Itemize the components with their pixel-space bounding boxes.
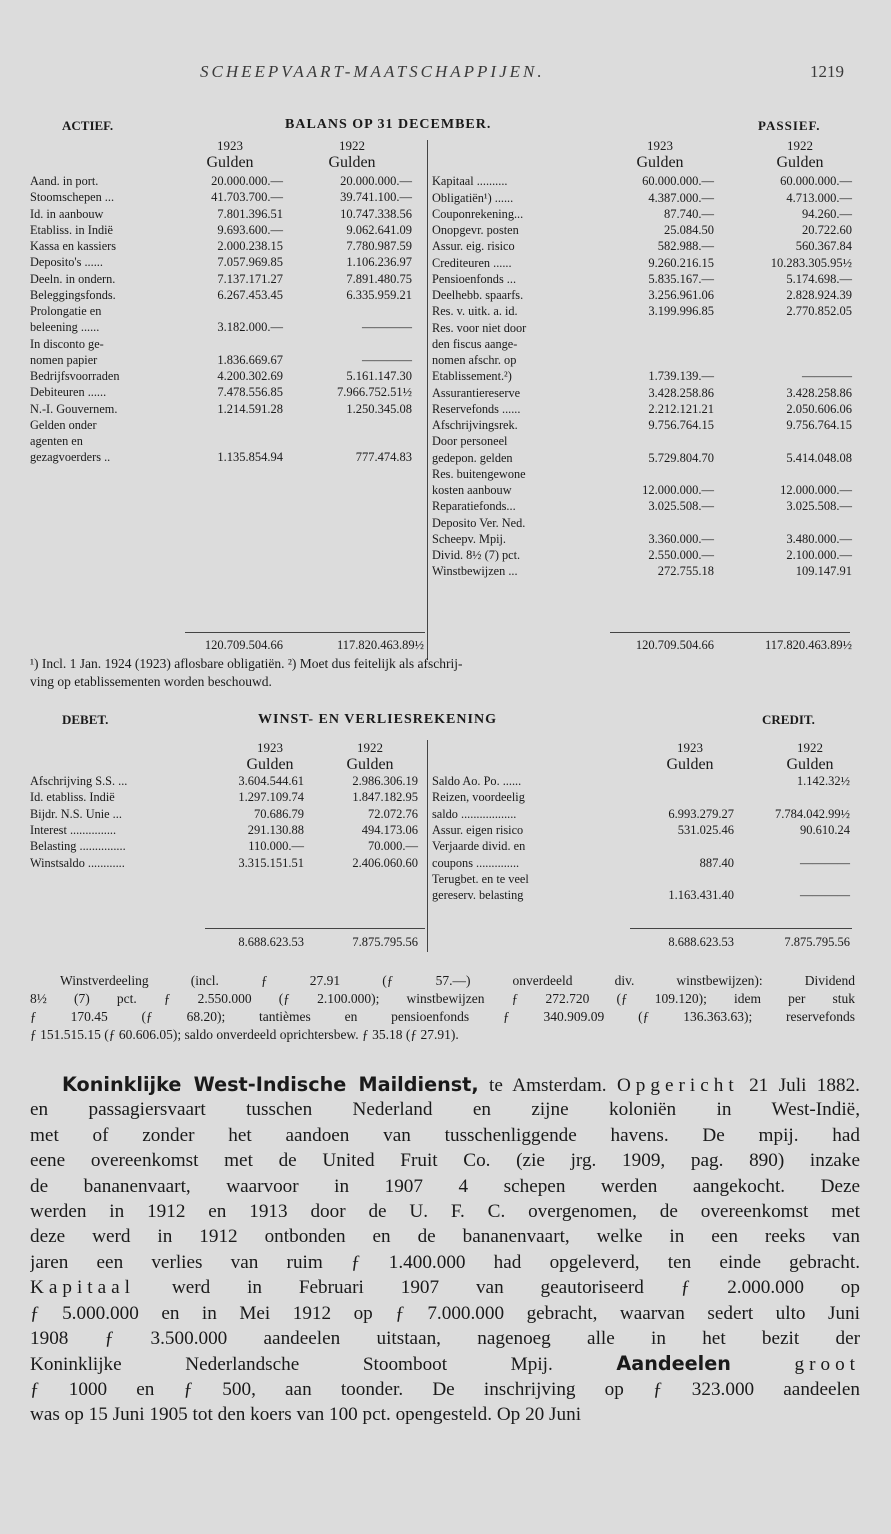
winstverdeeling-line-3: ƒ 170.45 (ƒ 68.20); tantièmes en pensioenfonds ƒ 340.909.09 (ƒ 136.363.63); reservefonds bbox=[30, 1009, 855, 1024]
balans-actief-row-label: Id. in aanbouw bbox=[30, 206, 104, 221]
balans-right-unit-1922: Gulden bbox=[776, 154, 824, 171]
balans-passief-row-label: Assur. eig. risico bbox=[432, 239, 515, 254]
winst-left-total-rule bbox=[205, 928, 425, 929]
balans-passief-row-value-1922: 20.722.60 bbox=[802, 223, 852, 237]
winst-right-total-rule bbox=[630, 928, 852, 929]
balans-actief-row-value-1922: 39.741.100.— bbox=[340, 190, 412, 205]
balans-passief-row-label: Door personeel bbox=[432, 434, 508, 449]
credit-label: CREDIT. bbox=[762, 712, 815, 727]
balans-passief-row-value-1922: 10.283.305.95½ bbox=[770, 255, 852, 270]
winst-left-unit-1923: Gulden bbox=[246, 756, 294, 773]
balans-actief-row-value-1923: 6.267.453.45 bbox=[217, 287, 283, 302]
winst-credit-row-label: Verjaarde divid. en bbox=[432, 839, 526, 854]
winst-credit-row-value-1922: 7.784.042.99½ bbox=[775, 806, 850, 821]
balans-passief-row-value-1922: 5.174.698.— bbox=[786, 271, 852, 286]
balans-right-year-1922: 1922 bbox=[787, 138, 813, 153]
balans-actief-row-value-1923: 9.693.600.— bbox=[217, 222, 283, 237]
balans-passief-row-value-1923: 582.988.— bbox=[657, 239, 714, 254]
balans-passief-row-value-1922: 2.050.606.06 bbox=[786, 401, 852, 416]
balans-passief-row-value-1922: 60.000.000.— bbox=[780, 174, 852, 189]
winst-credit-row-label: Saldo Ao. Po. ...... bbox=[432, 774, 522, 788]
balans-passief-row-value-1922: 3.025.508.— bbox=[786, 499, 852, 514]
balans-actief-row-value-1923: 7.478.556.85 bbox=[217, 385, 283, 400]
balans-actief-row-value-1922: 7.780.987.59 bbox=[346, 239, 412, 253]
balans-passief-row-value-1923: 12.000.000.— bbox=[642, 483, 714, 497]
body-line-12: Koninklijke Nederlandsche Stoomboot Mpij. Aandeelen groot bbox=[30, 1352, 860, 1376]
balans-actief-row-label: Deeln. in ondern. bbox=[30, 271, 116, 286]
winstverdeeling-line-4: ƒ 151.515.15 (ƒ 60.606.05); saldo onverdeeld oprichtersbew. ƒ 35.18 (ƒ 27.91). bbox=[30, 1027, 459, 1042]
balans-passief-row-label: Crediteuren ...... bbox=[432, 255, 512, 270]
balans-passief-row-value-1923: 1.739.139.— bbox=[648, 369, 714, 384]
balans-actief-row-label: Kassa en kassiers bbox=[30, 239, 117, 253]
balans-passief-row-label: gedepon. gelden bbox=[432, 450, 513, 465]
winst-credit-row-value-1923: 531.025.46 bbox=[677, 822, 734, 837]
winst-credit-row-value-1923: 1.163.431.40 bbox=[668, 888, 734, 903]
winst-credit-row-value-1923: 887.40 bbox=[699, 855, 734, 870]
balans-actief-row-label: Deposito's ...... bbox=[30, 255, 103, 270]
body-line-1: Koninklijke West-Indische Maildienst, te Amsterdam. Opgericht 21 Juli 1882. bbox=[62, 1073, 860, 1096]
balans-left-total-rule bbox=[185, 632, 425, 633]
balans-total-right-1922: 117.820.463.89½ bbox=[764, 638, 852, 652]
winst-debet-row-value-1923: 70.686.79 bbox=[254, 806, 304, 821]
body-line-7: deze werd in 1912 ontbonden en de bananenvaart, welke in een reeks van bbox=[30, 1226, 860, 1248]
balans-passief-row-label: Divid. 8½ (7) pct. bbox=[432, 548, 521, 562]
balans-passief-row-value-1923: 2.212.121.21 bbox=[648, 401, 714, 416]
balans-passief-row-value-1922: 3.480.000.— bbox=[786, 531, 852, 546]
body-line-10: ƒ 5.000.000 en in Mei 1912 op ƒ 7.000.000 gebracht, waarvan sedert ulto Juni bbox=[30, 1302, 860, 1324]
balans-passief-row-value-1922: 5.414.048.08 bbox=[786, 450, 852, 465]
winst-debet-row-label: Winstsaldo ............ bbox=[30, 855, 125, 870]
balans-passief-row-value-1923: 5.835.167.— bbox=[648, 271, 714, 286]
kapitaal-label: Kapitaal bbox=[30, 1277, 135, 1299]
winst-total-right-1923: 8.688.623.53 bbox=[668, 935, 734, 949]
balans-passief-row-label: Afschrijvingsrek. bbox=[432, 418, 518, 432]
balans-passief-row-value-1923: 3.428.258.86 bbox=[648, 385, 714, 400]
winst-debet-row-value-1922: 70.000.— bbox=[368, 839, 418, 854]
winstverdeeling-line-2: 8½ (7) pct. ƒ 2.550.000 (ƒ 2.100.000); winstbewijzen ƒ 272.720 (ƒ 109.120); idem per stuk bbox=[30, 991, 855, 1006]
winst-credit-row-value-1922: ———— bbox=[800, 855, 850, 870]
running-header-title: SCHEEPVAART-MAATSCHAPPIJEN. bbox=[200, 62, 545, 81]
balans-actief-row-value-1923: 20.000.000.— bbox=[211, 174, 283, 188]
winst-left-unit-1922: Gulden bbox=[346, 756, 394, 773]
balans-actief-row-value-1922: 7.891.480.75 bbox=[346, 271, 412, 286]
balans-passief-row-label: nomen afschr. op bbox=[432, 353, 517, 367]
balans-passief-row-value-1923: 9.260.216.15 bbox=[648, 255, 714, 270]
winst-right-year-1922: 1922 bbox=[797, 740, 823, 755]
balans-passief-row-value-1923: 3.360.000.— bbox=[648, 531, 714, 546]
balans-actief-row-value-1923: 7.137.171.27 bbox=[217, 271, 283, 286]
balans-passief-row-value-1923: 25.084.50 bbox=[664, 223, 714, 237]
balans-passief-row-value-1922: 4.713.000.— bbox=[786, 190, 852, 205]
balans-actief-row-value-1923: 3.182.000.— bbox=[217, 320, 283, 335]
balans-actief-row-label: Aand. in port. bbox=[30, 174, 99, 188]
winst-debet-row-label: Interest ............... bbox=[30, 822, 117, 837]
winst-total-left-1922: 7.875.795.56 bbox=[352, 935, 418, 949]
aandeelen-label: Aandeelen bbox=[616, 1352, 731, 1376]
balans-actief-row-label: Beleggingsfonds. bbox=[30, 287, 116, 302]
balans-left-unit-1922: Gulden bbox=[328, 154, 376, 171]
balans-actief-row-value-1922: 10.747.338.56 bbox=[340, 206, 412, 221]
winst-debet-row-value-1922: 72.072.76 bbox=[368, 806, 418, 821]
balans-passief-row-label: Pensioenfonds ... bbox=[432, 271, 517, 286]
balans-actief-row-value-1922: 9.062.641.09 bbox=[346, 222, 412, 237]
balans-passief-row-label: Res. buitengewone bbox=[432, 466, 526, 481]
balans-passief-row-value-1923: 2.550.000.— bbox=[648, 548, 714, 562]
body-line-2: en passagiersvaart tusschen Nederland en zijne koloniën in West-Indië, bbox=[30, 1099, 860, 1121]
balans-passief-row-value-1923: 87.740.— bbox=[664, 206, 714, 221]
balans-passief-row-label: Etablissement.²) bbox=[432, 369, 512, 384]
balans-actief-row-label: Bedrijfsvoorraden bbox=[30, 369, 120, 383]
winst-credit-row-label: coupons .............. bbox=[432, 855, 520, 870]
balans-actief-row-value-1923: 7.801.396.51 bbox=[217, 206, 283, 221]
balans-actief-row-value-1923: 1.214.591.28 bbox=[217, 401, 283, 416]
winst-debet-row-value-1923: 3.315.151.51 bbox=[238, 855, 304, 870]
body-line-9: Kapitaal werd in Februari 1907 van geautoriseerd ƒ 2.000.000 op bbox=[30, 1277, 860, 1299]
balans-passief-row-value-1922: ———— bbox=[802, 369, 852, 384]
balans-actief-row-label: Debiteuren ...... bbox=[30, 385, 107, 400]
winst-right-year-1923: 1923 bbox=[677, 740, 703, 755]
balans-passief-row-value-1923: 9.756.764.15 bbox=[648, 418, 714, 432]
balans-passief-row-label: Res. voor niet door bbox=[432, 320, 527, 335]
balans-actief-row-label: gezagvoerders .. bbox=[30, 450, 111, 465]
balans-passief-row-value-1922: 109.147.91 bbox=[795, 564, 852, 579]
balans-actief-row-value-1923: 4.200.302.69 bbox=[217, 369, 283, 383]
balans-passief-row-value-1923: 3.199.996.85 bbox=[648, 304, 714, 319]
balans-passief-row-value-1922: 2.100.000.— bbox=[786, 548, 852, 562]
balans-actief-row-value-1923: 2.000.238.15 bbox=[217, 239, 283, 253]
balans-passief-row-label: Kapitaal .......... bbox=[432, 174, 508, 189]
balans-passief-row-value-1922: 12.000.000.— bbox=[780, 483, 852, 497]
balans-total-left-1922: 117.820.463.89½ bbox=[336, 638, 424, 652]
winst-debet-row-value-1923: 3.604.544.61 bbox=[238, 774, 304, 788]
balans-actief-row-value-1922: ———— bbox=[362, 352, 412, 367]
body-line-4: eene overeenkomst met de United Fruit Co. (zie jrg. 1909, pag. 890) inzake bbox=[30, 1150, 860, 1172]
winst-debet-row-value-1922: 1.847.182.95 bbox=[352, 790, 418, 805]
debet-label: DEBET. bbox=[62, 712, 109, 727]
balans-passief-row-label: Couponrekening... bbox=[432, 206, 524, 221]
balans-actief-row-value-1922: 20.000.000.— bbox=[340, 174, 412, 188]
balans-actief-row-label: beleening ...... bbox=[30, 320, 100, 335]
balans-actief-row-value-1923: 1.135.854.94 bbox=[217, 450, 283, 465]
winst-total-right-1922: 7.875.795.56 bbox=[784, 935, 850, 949]
winst-debet-row-label: Bijdr. N.S. Unie ... bbox=[30, 806, 122, 821]
passief-label: PASSIEF. bbox=[758, 118, 821, 133]
company-description bbox=[30, 1072, 860, 1427]
balans-left-year-1922: 1922 bbox=[339, 138, 365, 153]
winst-debet-row-value-1923: 110.000.— bbox=[248, 839, 304, 854]
winst-credit-row-value-1922: ———— bbox=[800, 888, 850, 903]
balans-passief-row-label: Deposito Ver. Ned. bbox=[432, 515, 526, 530]
balans-center-divider bbox=[427, 140, 428, 660]
winst-debet-row-value-1923: 291.130.88 bbox=[247, 822, 304, 837]
balans-footnote-1: ¹) Incl. 1 Jan. 1924 (1923) aflosbare obligatiën. ²) Moet dus feitelijk als afschrij- bbox=[30, 656, 463, 671]
balans-passief-row-value-1922: 3.428.258.86 bbox=[786, 385, 852, 400]
body-line-6: werden in 1912 en 1913 door de U. F. C. overgenomen, de overeenkomst met bbox=[30, 1200, 860, 1222]
winst-credit-row-value-1922: 90.610.24 bbox=[800, 822, 850, 837]
winst-debet-row-value-1922: 2.406.060.60 bbox=[352, 855, 418, 870]
balans-actief-row-label: N.-I. Gouvernem. bbox=[30, 401, 118, 416]
opgericht-label: Opgericht bbox=[616, 1075, 739, 1096]
balans-passief-row-label: Reservefonds ...... bbox=[432, 401, 521, 416]
balans-passief-row-label: Assurantiereserve bbox=[432, 385, 521, 400]
balans-passief-row-value-1922: 2.828.924.39 bbox=[786, 288, 852, 302]
balans-actief-row-value-1922: 7.966.752.51½ bbox=[337, 385, 412, 400]
winst-credit-row-value-1923: 6.993.279.27 bbox=[668, 806, 734, 821]
balans-actief-row-label: Stoomschepen ... bbox=[30, 190, 115, 205]
balans-passief-row-value-1923: 4.387.000.— bbox=[648, 190, 714, 205]
balans-passief-row-label: Scheepv. Mpij. bbox=[432, 531, 506, 546]
winst-left-year-1923: 1923 bbox=[257, 740, 283, 755]
winst-credit-row-value-1922: 1.142.32½ bbox=[796, 774, 850, 788]
balans-right-total-rule bbox=[610, 632, 850, 633]
balans-passief-row-value-1922: 9.756.764.15 bbox=[786, 418, 852, 432]
winstverdeeling-line-1: Winstverdeeling (incl. ƒ 27.91 (ƒ 57.—) onverdeeld div. winstbewijzen): Dividend bbox=[60, 973, 855, 988]
winst-right-unit-1923: Gulden bbox=[666, 756, 714, 773]
winst-debet-row-value-1922: 494.173.06 bbox=[361, 822, 418, 837]
page-number: 1219 bbox=[810, 62, 844, 81]
balans-passief-row-label: Onopgevr. posten bbox=[432, 223, 519, 237]
balans-actief-row-label: Etabliss. in Indië bbox=[30, 222, 113, 237]
balans-actief-row-value-1922: 1.106.236.97 bbox=[346, 255, 412, 270]
company-name: Koninklijke West-Indische Maildienst, bbox=[62, 1073, 479, 1096]
balans-passief-row-value-1922: 560.367.84 bbox=[795, 239, 852, 254]
balans-actief-row-value-1922: 1.250.345.08 bbox=[346, 401, 412, 416]
winst-right-unit-1922: Gulden bbox=[786, 756, 834, 773]
body-line-11: 1908 ƒ 3.500.000 aandeelen uitstaan, nagenoeg alle in het bezit der bbox=[30, 1327, 860, 1349]
groot-label: groot bbox=[794, 1354, 860, 1376]
balans-total-right-1923: 120.709.504.66 bbox=[635, 638, 714, 652]
balans-total-left-1923: 120.709.504.66 bbox=[204, 638, 283, 652]
balans-actief-row-value-1922: 5.161.147.30 bbox=[346, 369, 412, 383]
winst-debet-row-label: Belasting ............... bbox=[30, 839, 126, 854]
balans-passief-row-label: den fiscus aange- bbox=[432, 336, 518, 351]
winst-debet-row-label: Id. etabliss. Indië bbox=[30, 790, 115, 805]
balans-actief-row-value-1923: 41.703.700.— bbox=[211, 190, 283, 205]
body-line-5: de bananenvaart, waarvoor in 1907 4 schepen werden aangekocht. Deze bbox=[30, 1175, 860, 1197]
balans-actief-row-label: Gelden onder bbox=[30, 417, 97, 432]
winst-credit-row-label: Reizen, voordeelig bbox=[432, 790, 525, 805]
balans-title: BALANS OP 31 DECEMBER. bbox=[285, 117, 492, 132]
balans-passief-row-label: kosten aanbouw bbox=[432, 483, 512, 497]
body-line-3: met of zonder het aandoen van tusschenliggende havens. De mpij. had bbox=[30, 1124, 860, 1146]
balans-passief-row-value-1922: 94.260.— bbox=[802, 206, 852, 221]
balans-actief-row-value-1922: 777.474.83 bbox=[355, 450, 412, 465]
balans-passief-row-label: Deelhebb. spaarfs. bbox=[432, 288, 524, 302]
winst-center-divider bbox=[427, 740, 428, 952]
balans-passief-row-label: Winstbewijzen ... bbox=[432, 564, 518, 579]
winst-credit-row-label: Assur. eigen risico bbox=[432, 822, 524, 837]
balans-passief-row-value-1922: 2.770.852.05 bbox=[786, 304, 852, 319]
actief-label: ACTIEF. bbox=[62, 118, 114, 133]
body-line-14: was op 15 Juni 1905 tot den koers van 100 pct. opengesteld. Op 20 Juni bbox=[30, 1404, 582, 1426]
winst-debet-row-value-1923: 1.297.109.74 bbox=[238, 790, 304, 805]
balans-passief-row-label: Obligatiën¹) ...... bbox=[432, 190, 514, 205]
balans-passief-row-value-1923: 5.729.804.70 bbox=[648, 450, 714, 465]
balans-passief-row-label: Res. v. uitk. a. id. bbox=[432, 304, 518, 319]
balans-actief-row-value-1923: 1.836.669.67 bbox=[217, 352, 283, 367]
balans-actief-row-label: agenten en bbox=[30, 434, 83, 448]
balans-actief-row-label: nomen papier bbox=[30, 352, 98, 367]
winst-credit-row-label: saldo .................. bbox=[432, 806, 517, 821]
balans-left-unit-1923: Gulden bbox=[206, 154, 254, 171]
winst-debet-row-label: Afschrijving S.S. ... bbox=[30, 774, 128, 788]
balans-passief-row-value-1923: 3.025.508.— bbox=[648, 499, 714, 514]
winst-total-left-1923: 8.688.623.53 bbox=[238, 935, 304, 949]
balans-passief-row-value-1923: 60.000.000.— bbox=[642, 174, 714, 189]
balans-passief-row-value-1923: 3.256.961.06 bbox=[648, 288, 714, 302]
balans-right-unit-1923: Gulden bbox=[636, 154, 684, 171]
winst-title: WINST- EN VERLIESREKENING bbox=[258, 712, 497, 727]
balans-actief-row-value-1922: ———— bbox=[362, 320, 412, 335]
winst-credit-row-label: gereserv. belasting bbox=[432, 888, 524, 903]
winst-credit-row-label: Terugbet. en te veel bbox=[432, 871, 529, 886]
balans-passief-row-label: Reparatiefonds... bbox=[432, 499, 516, 514]
balans-actief-row-value-1922: 6.335.959.21 bbox=[346, 287, 412, 302]
balans-footnote-2: ving op etablissementen worden beschouwd. bbox=[30, 674, 272, 689]
balans-left-year-1923: 1923 bbox=[217, 138, 243, 153]
body-line-8: jaren een verlies van ruim ƒ 1.400.000 had opgeleverd, ten einde gebracht. bbox=[30, 1251, 860, 1273]
body-line-13: ƒ 1000 en ƒ 500, aan toonder. De inschrijving op ƒ 323.000 aandeelen bbox=[30, 1378, 860, 1400]
balans-actief-row-label: In disconto ge- bbox=[30, 336, 104, 351]
balans-passief-row-value-1923: 272.755.18 bbox=[657, 564, 714, 579]
balans-right-year-1923: 1923 bbox=[647, 138, 673, 153]
balans-actief-row-value-1923: 7.057.969.85 bbox=[217, 255, 283, 270]
balans-actief-row-label: Prolongatie en bbox=[30, 304, 102, 318]
winst-debet-row-value-1922: 2.986.306.19 bbox=[352, 774, 418, 788]
winst-left-year-1922: 1922 bbox=[357, 740, 383, 755]
